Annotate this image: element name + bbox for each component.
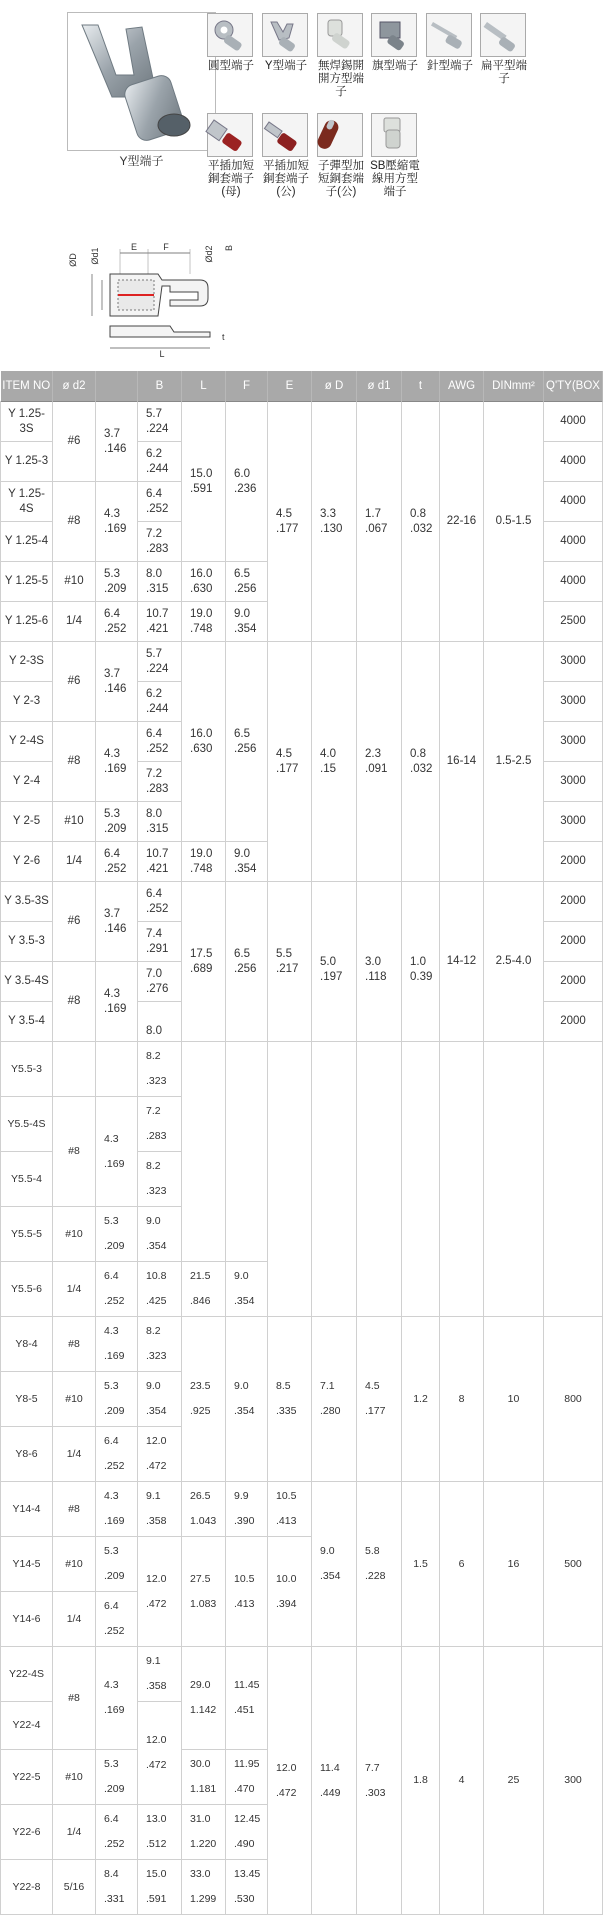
table-row: Y 1.25-5 #10 5.3 .209 8.0 .315 16.0 .630 6.5 .256 4000 xyxy=(1,562,603,602)
table-row: Y 3.5-4S #8 4.3 .169 7.0 .276 2000 xyxy=(1,962,603,1002)
thumb-pin-terminal[interactable]: 針型端子 xyxy=(426,13,476,73)
table-row: Y5.5-5 #10 5.3 .209 9.0 .354 xyxy=(1,1207,603,1262)
table-row: Y5.5-6 1/4 6.4 .252 10.8 .425 21.5 .846 9.0 .354 xyxy=(1,1262,603,1317)
male-disconnect-icon xyxy=(262,113,308,157)
col-header-e: E xyxy=(268,371,312,402)
table-row: Y 1.25-3 6.2 .244 4000 xyxy=(1,442,603,482)
table-row: Y8-5 #10 5.3 .209 9.0 .354 xyxy=(1,1372,603,1427)
table-row: Y 2-6 1/4 6.4 .252 10.7 .421 19.0 .748 9.0 .354 2000 xyxy=(1,842,603,882)
compression-terminal-icon xyxy=(371,113,417,157)
label-t: t xyxy=(222,332,225,342)
label-f: F xyxy=(163,242,169,252)
fork-terminal-icon xyxy=(262,13,308,57)
thumb-blade-terminal[interactable]: 扁平型端子 xyxy=(480,13,530,86)
table-row: Y 2-3S #6 3.7 .146 5.7 .224 16.0 .630 6.5 .256 4.5 .177 4.0 .15 2.3 .091 0.8 .032 16-14 1.5-2.5 3000 xyxy=(1,642,603,682)
thumb-ring-terminal[interactable]: 圓型端子 xyxy=(207,13,257,73)
thumb-fork-terminal[interactable]: Y型端子 xyxy=(262,13,312,73)
thumb-flag-terminal[interactable]: 旗型端子 xyxy=(371,13,421,73)
table-row: Y 2-4S #8 4.3 .169 6.4 .252 3000 xyxy=(1,722,603,762)
table-row: Y22-4 12.0 .472 xyxy=(1,1702,603,1750)
product-gallery xyxy=(0,0,603,240)
thumb-female-disconnect[interactable]: 平插加短銅套端子(母) xyxy=(207,113,257,199)
label-od: ØD xyxy=(68,253,78,267)
col-header-b: B xyxy=(138,371,182,402)
col-header-item: ITEM NO xyxy=(1,371,53,402)
table-row: Y22-8 5/16 8.4 .331 15.0 .591 33.0 1.299 13.45 .530 xyxy=(1,1860,603,1915)
pin-terminal-icon xyxy=(426,13,472,57)
table-row: Y 2-3 6.2 .244 3000 xyxy=(1,682,603,722)
main-caption: Y型端子 xyxy=(119,154,164,168)
table-row: Y5.5-3 8.2 .323 xyxy=(1,1042,603,1097)
table-row: Y8-4 #8 4.3 .169 8.2 .323 23.5 .925 9.0 .354 8.5 .335 7.1 .280 4.5 .177 1.2 8 10 800 xyxy=(1,1317,603,1372)
col-header-f: F xyxy=(226,371,268,402)
table-row: Y14-6 1/4 6.4 .252 xyxy=(1,1592,603,1647)
col-header-od: ø D xyxy=(312,371,357,402)
label-od2: Ød2 xyxy=(204,245,214,263)
table-row: Y14-5 #10 5.3 .209 12.0 .472 27.5 1.083 10.5 .413 10.0 .394 xyxy=(1,1537,603,1592)
table-row: Y 2-4 7.2 .283 3000 xyxy=(1,762,603,802)
table-row: Y 2-5 #10 5.3 .209 8.0 .315 3000 xyxy=(1,802,603,842)
label-l: L xyxy=(159,349,165,359)
col-header-od1: ø d1 xyxy=(357,371,402,402)
table-row: Y5.5-4 8.2 .323 xyxy=(1,1152,603,1207)
table-row: Y 3.5-3S #6 3.7 .146 6.4 .252 17.5 .689 6.5 .256 5.5 .217 5.0 .197 3.0 .118 1.0 0.39 14-12 2.5-4.0 2000 xyxy=(1,882,603,922)
table-row: Y 1.25-6 1/4 6.4 .252 10.7 .421 19.0 .748 9.0 .354 2500 xyxy=(1,602,603,642)
table-row: Y22-6 1/4 6.4 .252 13.0 .512 31.0 1.220 12.45 .490 xyxy=(1,1805,603,1860)
thumb-square-terminal[interactable]: 無焊錫開開方型端子 xyxy=(317,13,367,99)
dimension-diagram xyxy=(70,240,260,360)
col-header-l: L xyxy=(182,371,226,402)
col-header-qty: Q'TY(BOX xyxy=(544,371,603,402)
table-row: Y5.5-4S #8 4.3 .169 7.2 .283 xyxy=(1,1097,603,1152)
thumb-compression-terminal[interactable]: SB壓縮電線用方型端子 xyxy=(371,113,421,199)
label-b: B xyxy=(224,244,234,252)
table-header-row xyxy=(1,371,603,402)
table-row: Y 3.5-4 8.0 2000 xyxy=(1,1002,603,1042)
thumb-male-disconnect[interactable]: 平插加短銅套端子(公) xyxy=(262,113,312,199)
col-header-t: t xyxy=(402,371,440,402)
spec-table-wrap xyxy=(0,371,603,1915)
table-row: Y 1.25-3S #6 3.7 .146 5.7 .224 15.0 .591 6.0 .236 4.5 .177 3.3 .130 1.7 .067 0.8 .032 22-16 0.5-1.5 4000 xyxy=(1,402,603,442)
table-row: Y22-5 #10 5.3 .209 30.0 1.181 11.95 .470 xyxy=(1,1750,603,1805)
square-terminal-icon xyxy=(317,13,363,57)
col-header-awg: AWG xyxy=(440,371,484,402)
spec-table xyxy=(0,371,603,1915)
flag-terminal-icon xyxy=(371,13,417,57)
thumb-bullet-terminal[interactable]: 子彈型加短銅套端子(公) xyxy=(317,113,367,199)
table-row: Y 3.5-3 7.4 .291 2000 xyxy=(1,922,603,962)
table-row: Y14-4 #8 4.3 .169 9.1 .358 26.5 1.043 9.9 .390 10.5 .413 9.0 .354 5.8 .228 1.5 6 16 500 xyxy=(1,1482,603,1537)
col-header-din: DINmm² xyxy=(484,371,544,402)
label-e: E xyxy=(130,242,138,252)
bullet-terminal-icon xyxy=(317,113,363,157)
table-row: Y8-6 1/4 6.4 .252 12.0 .472 xyxy=(1,1427,603,1482)
col-header-d2-spacer xyxy=(96,371,138,402)
table-row: Y22-4S #8 4.3 .169 9.1 .358 29.0 1.142 11.45 .451 12.0 .472 11.4 .449 7.7 .303 1.8 4 25 300 xyxy=(1,1647,603,1702)
y-terminal-photo xyxy=(67,12,216,151)
female-disconnect-icon xyxy=(207,113,253,157)
table-row: Y 1.25-4 7.2 .283 4000 xyxy=(1,522,603,562)
table-row: Y 1.25-4S #8 4.3 .169 6.4 .252 4000 xyxy=(1,482,603,522)
ring-terminal-icon xyxy=(207,13,253,57)
blade-terminal-icon xyxy=(480,13,526,57)
col-header-d2: ø d2 xyxy=(53,371,96,402)
label-od1: Ød1 xyxy=(90,247,100,265)
